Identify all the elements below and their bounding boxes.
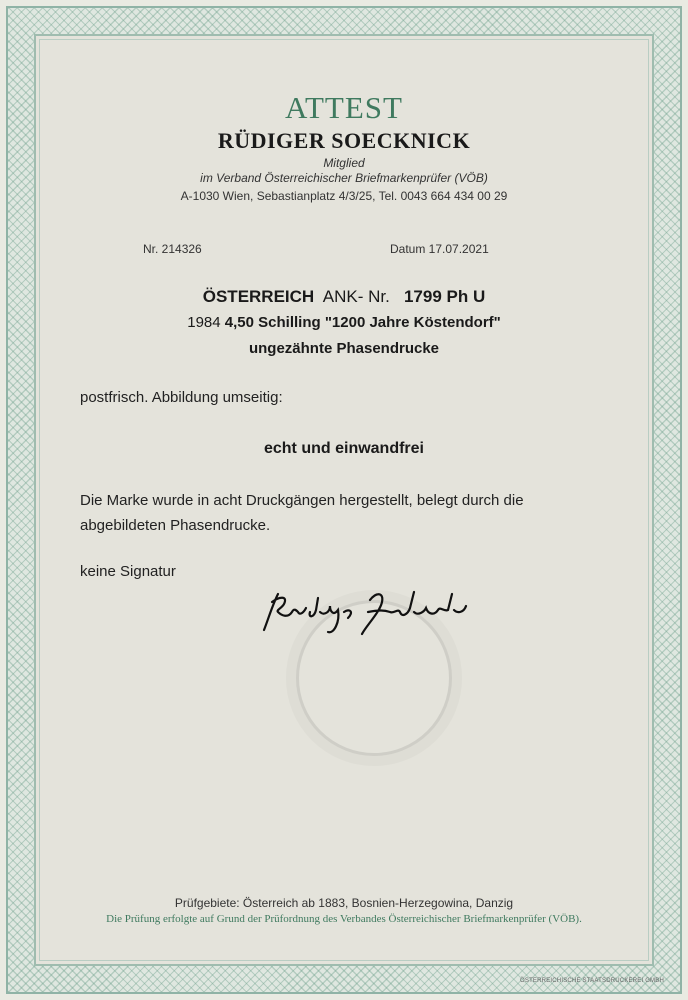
handwritten-signature (258, 582, 470, 638)
certificate-date: Datum 17.07.2021 (390, 242, 489, 256)
examination-areas: Prüfgebiete: Österreich ab 1883, Bosnien-Herzegowina, Danzig (174, 896, 514, 910)
verdict-text: echt und einwandfrei (263, 440, 424, 457)
country: ÖSTERREICH (202, 287, 315, 306)
address-line: A-1030 Wien, Sebastianplatz 4/3/25, Tel. 0043 664 434 00 29 (180, 189, 508, 203)
signature-note: keine Signatur (80, 563, 176, 580)
issue-year: 1984 (187, 314, 221, 331)
certificate-number: Nr. 214326 (143, 242, 202, 256)
catalog-line (34, 287, 654, 307)
stamp-description-line (34, 314, 654, 331)
regulation-note: Die Prüfung erfolgte auf Grund der Prüfordnung des Verbandes Österreichischer Briefmarkenprüfer (VÖB). (106, 913, 582, 925)
association-line: im Verband Österreichischer Briefmarkenprüfer (VÖB) (200, 171, 488, 185)
catalog-number: 1799 Ph U (403, 287, 486, 306)
stamp-description: 4,50 Schilling "1200 Jahre Köstendorf" (224, 314, 501, 331)
stamp-variant: ungezähnte Phasendrucke (248, 340, 440, 357)
printer-imprint: ÖSTERREICHISCHE STAATSDRUCKEREI GMBH (520, 978, 664, 984)
condition-text: postfrisch. Abbildung umseitig: (80, 389, 283, 406)
examiner-name: RÜDIGER SOECKNICK (217, 128, 471, 153)
certificate-title: ATTEST (285, 90, 403, 125)
note-text: Die Marke wurde in acht Druckgängen hergestellt, belegt durch die abgebildeten Phasendrucke. (80, 492, 524, 534)
catalog-prefix: ANK- Nr. (322, 287, 390, 306)
member-label: Mitglied (323, 156, 365, 170)
